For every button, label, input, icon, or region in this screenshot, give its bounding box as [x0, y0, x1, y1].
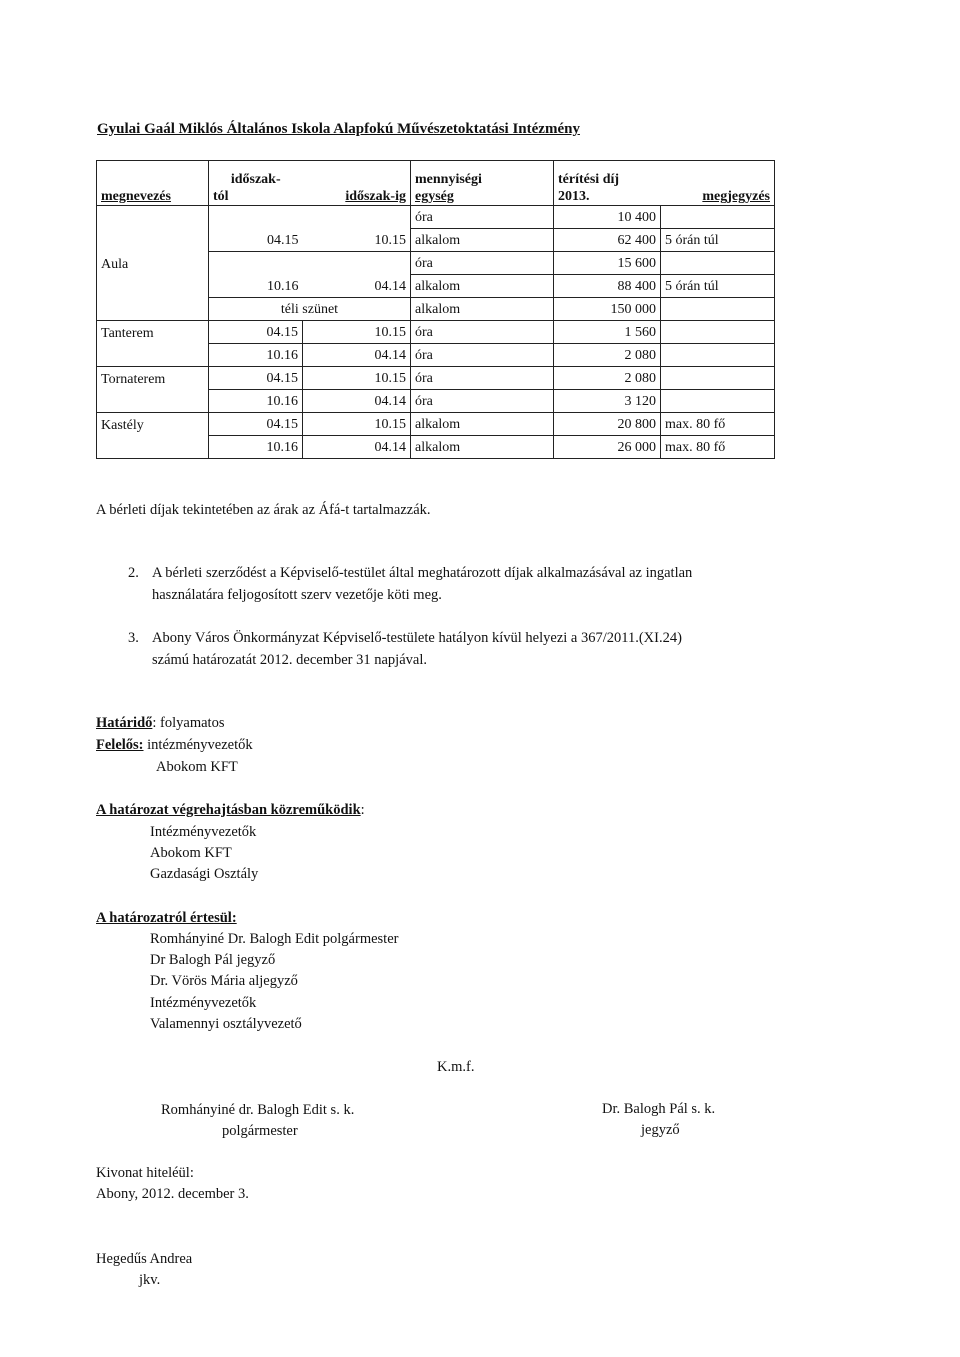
header-to: időszak-ig — [303, 161, 411, 206]
cell-fee: 20 800 — [554, 413, 661, 436]
table-row — [97, 252, 775, 275]
notified-item: Dr Balogh Pál jegyző — [150, 952, 276, 968]
cell-from: 10.16 — [209, 275, 303, 298]
notified-item: Romhányiné Dr. Balogh Edit polgármester — [150, 931, 399, 947]
header-unit-line1: mennyiségi — [415, 172, 482, 187]
cooperate-heading — [96, 800, 365, 821]
cell-to: 04.14 — [303, 275, 411, 298]
cooperate-label: A határozat végrehajtásban közreműködik — [96, 802, 361, 818]
header-fee-line1: térítési díj — [558, 172, 620, 187]
cell-from: 04.15 — [209, 229, 303, 252]
header-from-line2: tól — [213, 189, 229, 204]
cell-to: 10.15 — [303, 321, 411, 344]
cooperate-item: Abokom KFT — [150, 845, 232, 861]
table-row — [97, 298, 775, 321]
notified-item: Intézményvezetők — [150, 995, 257, 1011]
cell-note — [661, 390, 775, 413]
certified-line1: Kivonat hiteléül: — [96, 1165, 194, 1181]
cell-from: 10.16 — [209, 390, 303, 413]
table-header-row — [97, 161, 775, 206]
cell-fee: 26 000 — [554, 436, 661, 459]
responsible-value: intézményvezetők — [143, 737, 253, 753]
item-3-number: 3. — [128, 630, 139, 646]
cell-to: 04.14 — [303, 344, 411, 367]
cell-to: 04.14 — [303, 390, 411, 413]
table-row — [97, 367, 775, 390]
cell-unit: alkalom — [411, 275, 554, 298]
table-row — [97, 344, 775, 367]
cell-note: 5 órán túl — [661, 229, 775, 252]
cell-note — [661, 298, 775, 321]
signature-right-title: jegyző — [641, 1122, 680, 1138]
cell-fee: 2 080 — [554, 344, 661, 367]
cell-from: 04.15 — [209, 413, 303, 436]
fee-table — [96, 160, 775, 459]
header-fee-line2: 2013. — [558, 189, 590, 204]
cell-unit: alkalom — [411, 413, 554, 436]
cell-name: Aula — [97, 252, 209, 275]
header-unit-line2: egység — [415, 189, 454, 204]
responsible-label: Felelős: — [96, 737, 144, 753]
table-row — [97, 413, 775, 436]
cell-unit: óra — [411, 390, 554, 413]
cell-unit: óra — [411, 344, 554, 367]
header-fee — [554, 161, 661, 206]
cell-name — [97, 436, 209, 459]
table-row — [97, 275, 775, 298]
cell-from: 04.15 — [209, 321, 303, 344]
table-row — [97, 436, 775, 459]
cell-fee: 62 400 — [554, 229, 661, 252]
cell-unit: óra — [411, 367, 554, 390]
cell-unit: óra — [411, 321, 554, 344]
cell-to: 10.15 — [303, 229, 411, 252]
signature-left-name: Romhányiné dr. Balogh Edit s. k. — [161, 1102, 355, 1118]
table-row — [97, 390, 775, 413]
cell-from: 04.15 — [209, 367, 303, 390]
cell-name: Tornaterem — [97, 367, 209, 390]
notified-item: Valamennyi osztályvezető — [150, 1016, 302, 1032]
cell-fee: 2 080 — [554, 367, 661, 390]
certified-line2: Abony, 2012. december 3. — [96, 1186, 249, 1202]
signature-right-name: Dr. Balogh Pál s. k. — [602, 1101, 716, 1117]
cell-name — [97, 275, 209, 298]
notified-item: Dr. Vörös Mária aljegyző — [150, 973, 298, 989]
deadline — [96, 713, 224, 734]
cell-note — [661, 206, 775, 229]
table-row — [97, 321, 775, 344]
cell-unit: óra — [411, 206, 554, 229]
cell-name: Tanterem — [97, 321, 209, 344]
cell-to: 10.15 — [303, 367, 411, 390]
cell-to: 04.14 — [303, 436, 411, 459]
cell-note — [661, 344, 775, 367]
cooperate-colon: : — [360, 802, 365, 818]
cell-name — [97, 390, 209, 413]
cell-period: téli szünet — [209, 298, 411, 321]
cooperate-item: Gazdasági Osztály — [150, 866, 259, 882]
responsible — [96, 735, 253, 756]
cell-from — [209, 206, 303, 229]
recorder-name: Hegedűs Andrea — [96, 1251, 193, 1267]
cell-unit: alkalom — [411, 229, 554, 252]
cell-fee: 3 120 — [554, 390, 661, 413]
cell-fee: 150 000 — [554, 298, 661, 321]
header-unit — [411, 161, 554, 206]
cell-name — [97, 206, 209, 229]
cell-to — [303, 206, 411, 229]
table-row — [97, 206, 775, 229]
cell-name — [97, 298, 209, 321]
vat-note: A bérleti díjak tekintetében az árak az Áfá-t tartalmazzák. — [96, 502, 431, 518]
header-from-line1: időszak- — [230, 172, 281, 187]
deadline-label: Határidő — [96, 715, 153, 731]
item-2-line2: használatára feljogosított szerv vezetője köti meg. — [152, 587, 442, 603]
header-from — [209, 161, 303, 206]
cell-fee: 15 600 — [554, 252, 661, 275]
table-row — [97, 229, 775, 252]
document-title: Gyulai Gaál Miklós Általános Iskola Alapfokú Művészetoktatási Intézmény — [97, 121, 580, 137]
cell-fee: 1 560 — [554, 321, 661, 344]
header-note: megjegyzés — [661, 161, 775, 206]
responsible-extra: Abokom KFT — [156, 759, 238, 775]
cell-to — [303, 252, 411, 275]
item-3-line2: számú határozatát 2012. december 31 napjával. — [152, 652, 427, 668]
cell-unit: óra — [411, 252, 554, 275]
cell-note: 5 órán túl — [661, 275, 775, 298]
cell-note: max. 80 fő — [661, 413, 775, 436]
cooperate-item: Intézményvezetők — [150, 824, 257, 840]
cell-note — [661, 367, 775, 390]
deadline-value: : folyamatos — [152, 715, 225, 731]
cell-note: max. 80 fő — [661, 436, 775, 459]
cell-from: 10.16 — [209, 344, 303, 367]
item-2-number: 2. — [128, 565, 139, 581]
header-name: megnevezés — [97, 161, 209, 206]
signature-left-title: polgármester — [222, 1123, 298, 1139]
recorder-title: jkv. — [139, 1272, 161, 1288]
cell-fee: 10 400 — [554, 206, 661, 229]
cell-to: 10.15 — [303, 413, 411, 436]
cell-name — [97, 229, 209, 252]
kmf: K.m.f. — [437, 1059, 475, 1075]
cell-note — [661, 321, 775, 344]
item-3-line1: Abony Város Önkormányzat Képviselő-testülete hatályon kívül helyezi a 367/2011.(XI.24) — [152, 630, 682, 646]
cell-from — [209, 252, 303, 275]
cell-unit: alkalom — [411, 298, 554, 321]
cell-from: 10.16 — [209, 436, 303, 459]
notified-heading: A határozatról értesül: — [96, 910, 237, 926]
item-2-line1: A bérleti szerződést a Képviselő-testület által meghatározott díjak alkalmazásával az ingatlan — [152, 565, 693, 581]
cell-name — [97, 344, 209, 367]
cell-unit: alkalom — [411, 436, 554, 459]
cell-fee: 88 400 — [554, 275, 661, 298]
cell-note — [661, 252, 775, 275]
cell-name: Kastély — [97, 413, 209, 436]
